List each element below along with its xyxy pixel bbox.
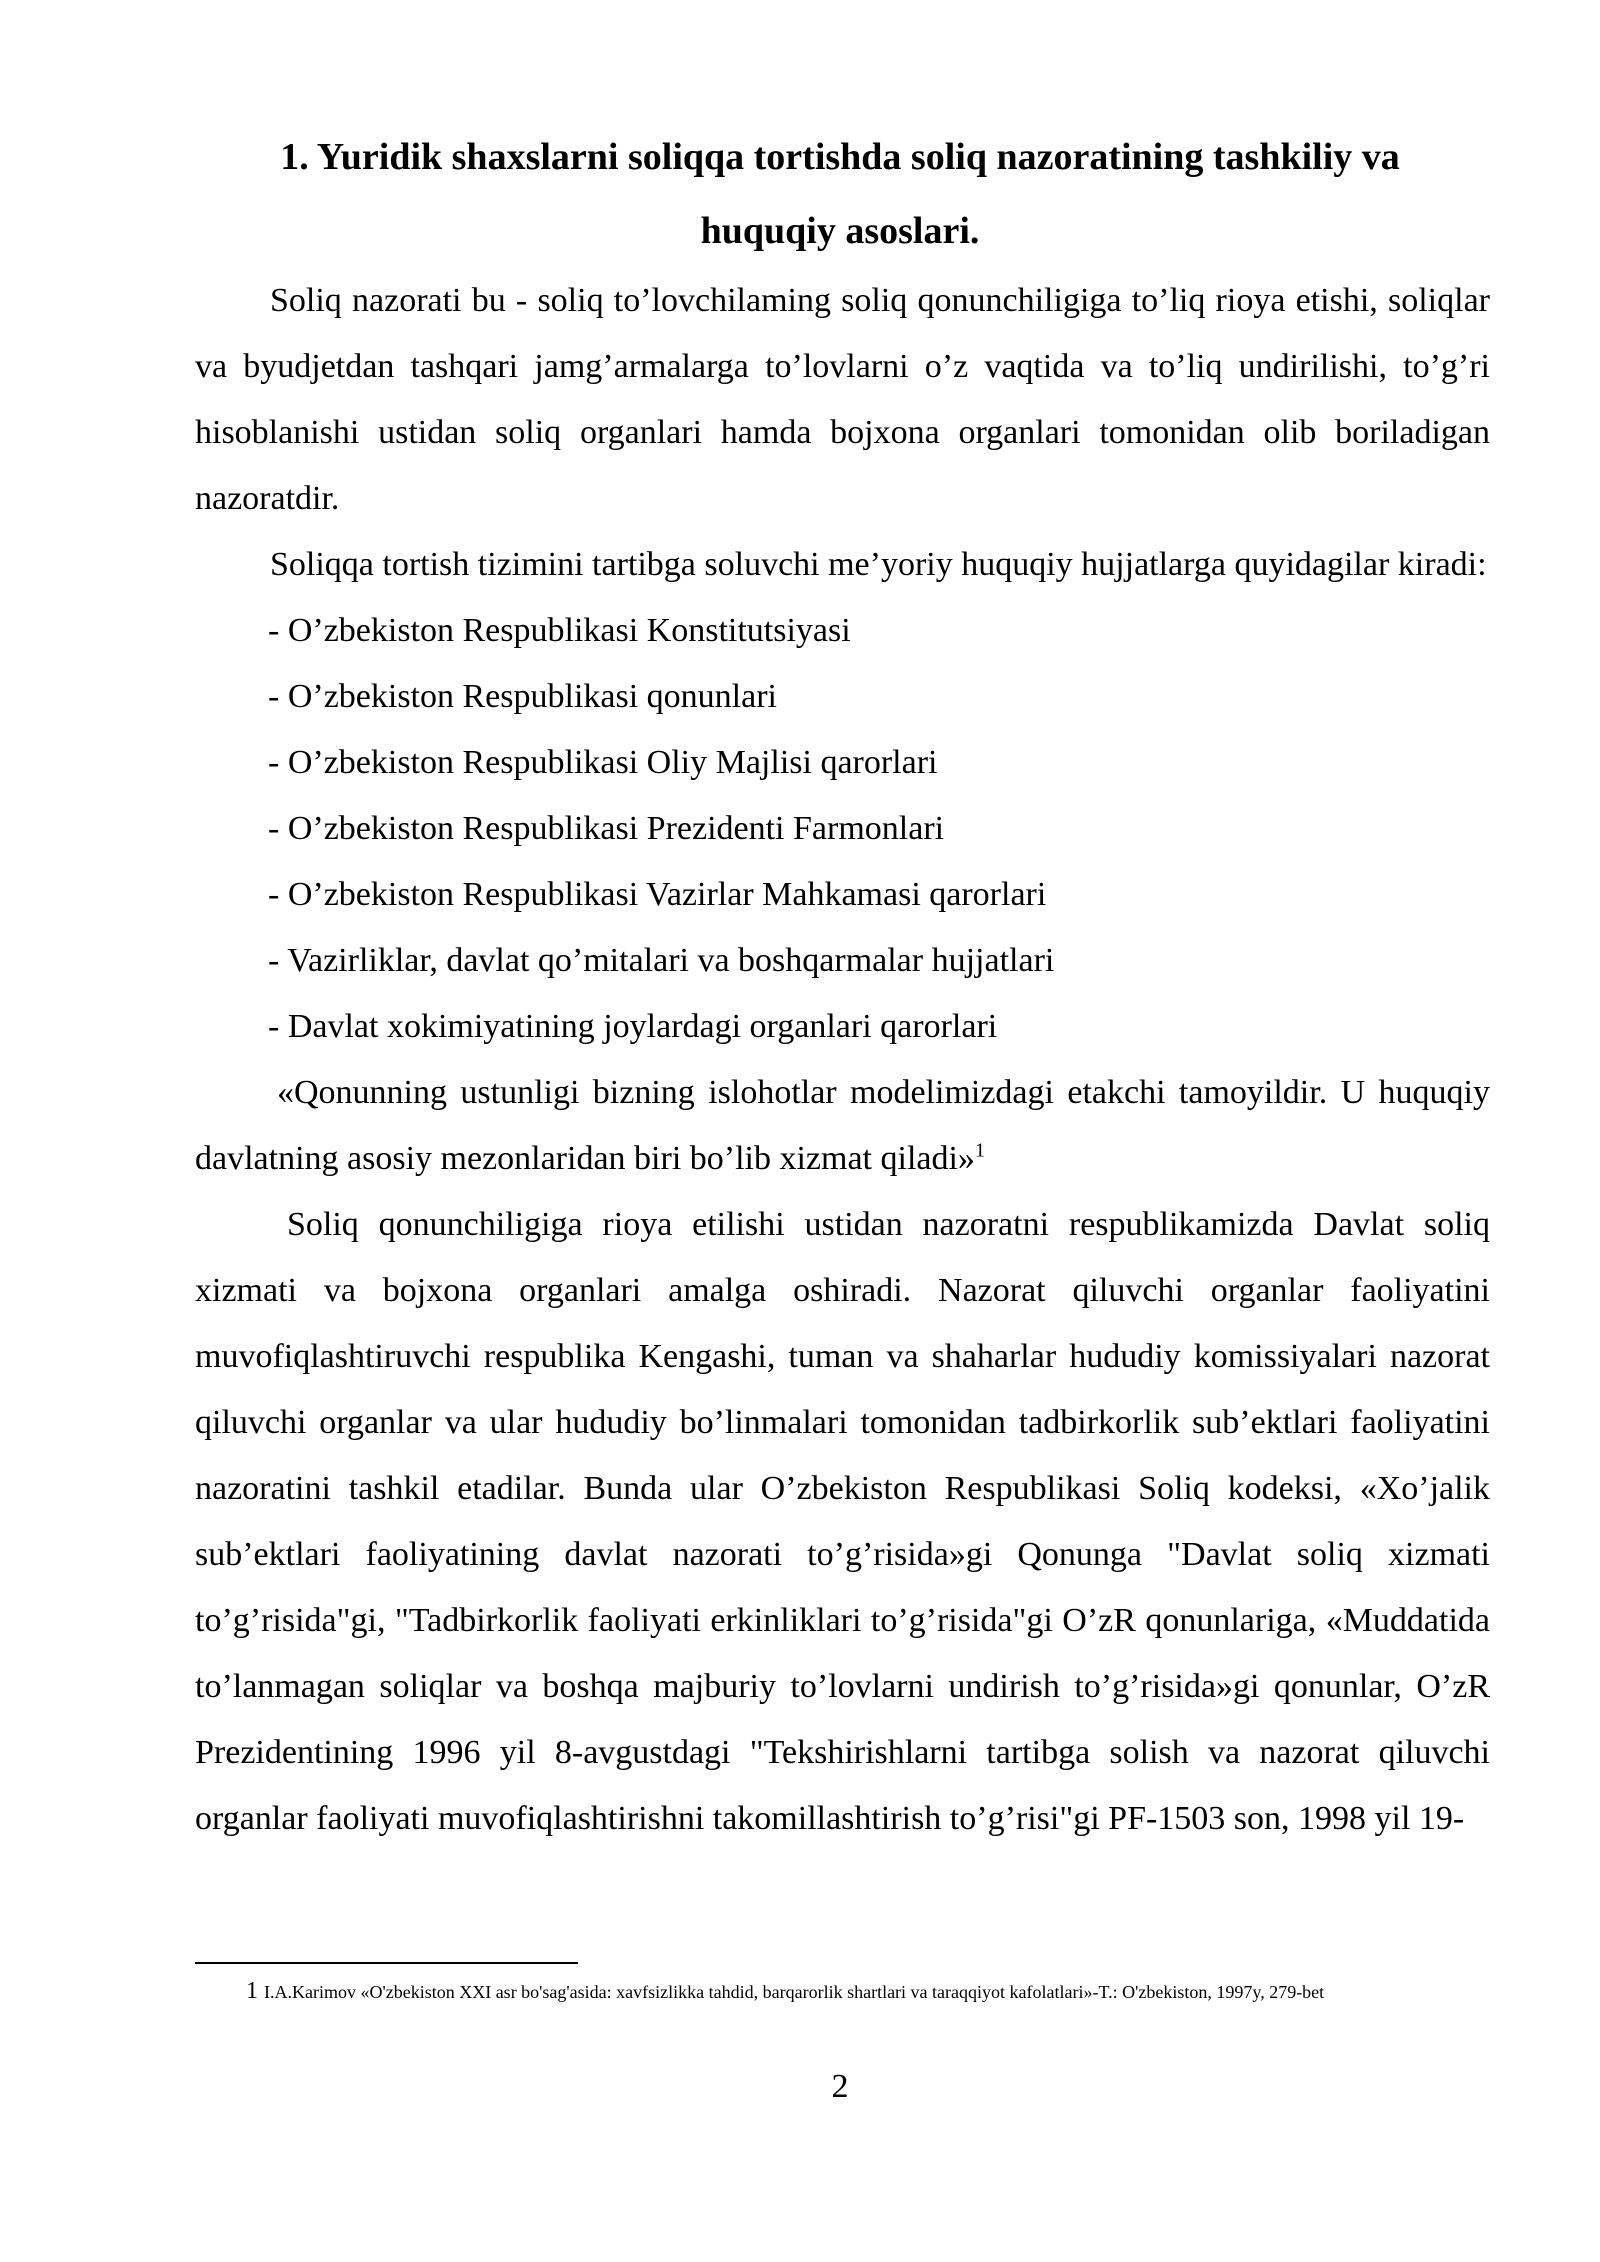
heading-line-1: 1. Yuridik shaxslarni soliqqa tortishda soliq nazoratining tashkiliy va [280, 136, 1400, 178]
quote-text: «Qonunning ustunligi bizning islohotlar modelimizdagi etakchi tamoyildir. U huquqiy davlatning asosiy mezonlaridan biri bo’lib xizmat qiladi» [195, 1074, 1490, 1177]
list-item: - Vazirliklar, davlat qo’mitalari va boshqarmalar hujjatlari [268, 942, 1055, 979]
list-item: - O’zbekiston Respublikasi qonunlari [268, 678, 777, 715]
footnote-divider [195, 1962, 578, 1964]
paragraph-tax-control: Soliq qonunchiligiga rioya etilishi ustidan nazoratni respublikamizda Davlat soliq xizmati va bojxona organlari amalga oshiradi. Nazorat qiluvchi organlar faoliyatini muvofiqlashtiruvchi respublika Kengashi, tuman va shaharlar hududiy komissiyalari nazorat qiluvchi organlar va ular hududiy bo’linmalari tomonidan tadbirkorlik sub’ektlari faoliyatini nazoratini tashkil etadilar. Bunda ular O’zbekiston Respublikasi Soliq kodeksi, «Xo’jalik sub’ektlari faoliyatining davlat nazorati to’g’risida»gi Qonunga "Davlat soliq xizmati to’g’risida"gi, "Tadbirkorlik faoliyati erkinliklari to’g’risida"gi O’zR qonunlariga, «Muddatida to’lanmagan soliqlar va boshqa majburiy to’lovlarni undirish to’g’risida»gi qonunlar, O’zR Prezidentining 1996 yil 8-avgustdagi "Tekshirishlarni tartibga solish va nazorat qiluvchi organlar faoliyati muvofiqlashtirishni takomillashtirish to’g’risi"gi PF-1503 son, 1998 yil 19- [195, 1206, 1490, 1837]
footnote-number: 1 [246, 1978, 258, 2004]
section-heading [190, 120, 1490, 268]
page-number: 2 [831, 2068, 849, 2105]
body-text [195, 268, 1490, 1852]
footnote-text: I.A.Karimov «O'zbekiston XXI asr bo'sag'asida: xavfsizlikka tahdid, barqarorlik shartlari va taraqqiyot kafolatlari»-T.: O'zbekiston, 1997y, 279-bet [264, 1982, 1325, 2002]
list-item: - Davlat xokimiyatining joylardagi organlari qarorlari [268, 1008, 998, 1045]
paragraph-quote [195, 1060, 1490, 1192]
footnote-reference[interactable]: 1 [974, 1139, 985, 1162]
footnote [246, 1978, 1546, 2005]
list-item: - O’zbekiston Respublikasi Vazirlar Mahkamasi qarorlari [268, 876, 1047, 913]
list-item: - O’zbekiston Respublikasi Oliy Majlisi qarorlari [268, 744, 938, 781]
paragraph-definition: Soliq nazorati bu - soliq to’lovchilaming soliq qonunchiligiga to’liq rioya etishi, soliqlar va byudjetdan tashqari jamg’armalarga to’lovlarni o’z vaqtida va to’liq undirilishi, to’g’ri hisoblanishi ustidan soliq organlari hamda bojxona organlari tomonidan olib boriladigan nazoratdir. [195, 282, 1490, 517]
paragraph-legal-acts-intro: Soliqqa tortish tizimini tartibga soluvchi me’yoriy huquqiy hujjatlarga quyidagilar kiradi: [270, 546, 1487, 583]
list-item: - O’zbekiston Respublikasi Prezidenti Farmonlari [268, 810, 945, 847]
legal-acts-list [195, 598, 1490, 1060]
list-item: - O’zbekiston Respublikasi Konstitutsiyasi [268, 612, 851, 649]
heading-line-2: huquqiy asoslari. [700, 210, 980, 252]
